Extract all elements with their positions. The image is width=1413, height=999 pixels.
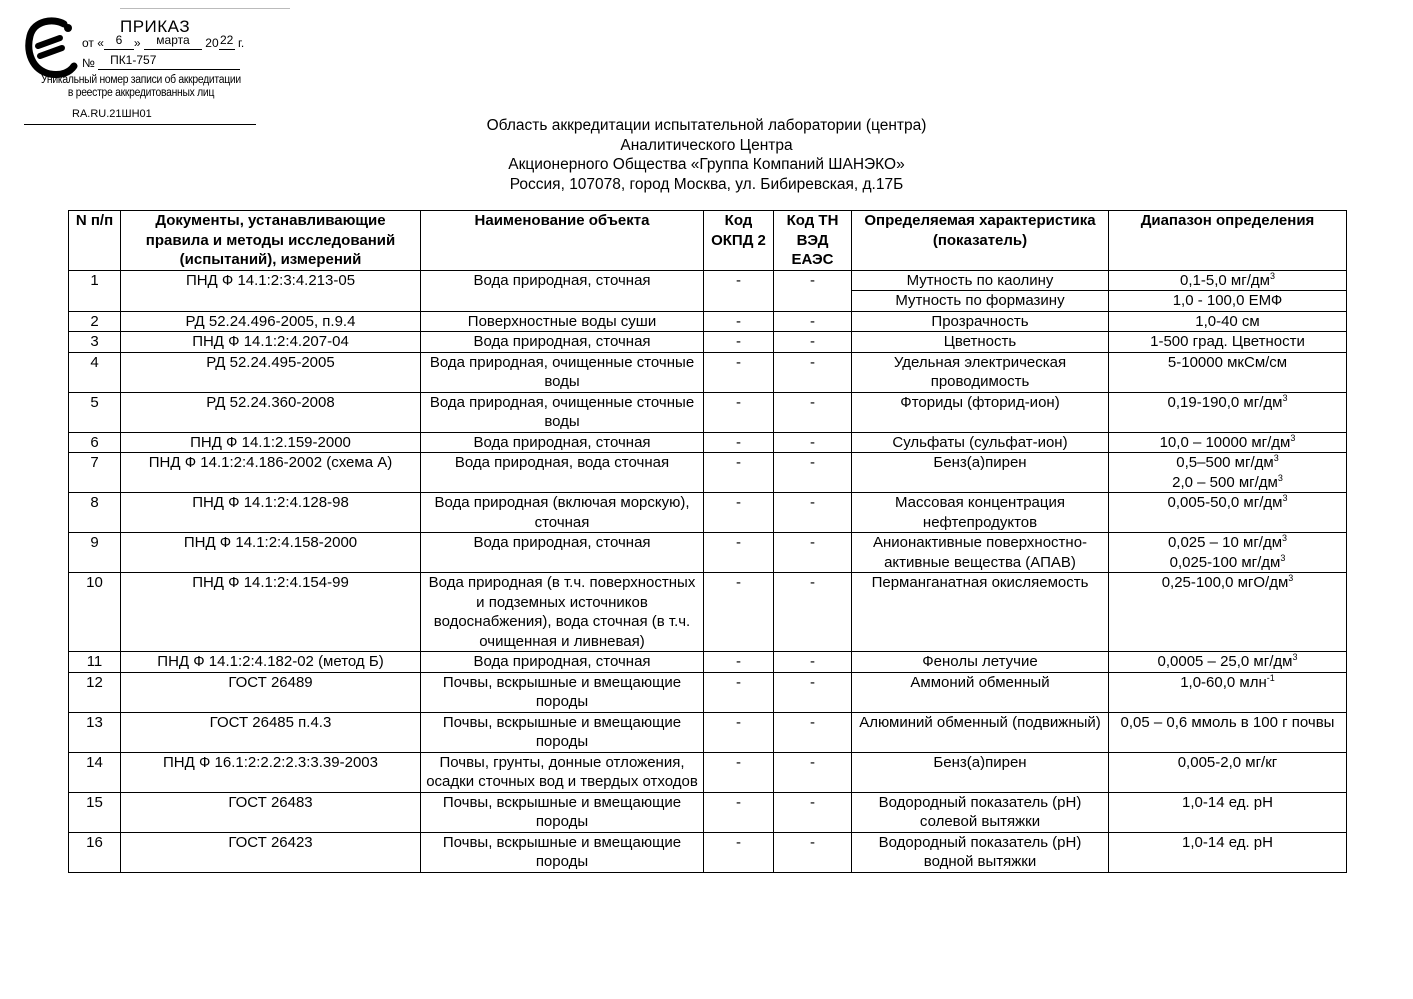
order-stamp <box>20 6 265 131</box>
stamp-number-line <box>82 53 240 70</box>
table-row <box>69 311 1347 332</box>
method-document-cell: ПНД Ф 16.1:2:2.2:2.3:3.39-2003 <box>121 752 421 792</box>
range-unit-exponent: 3 <box>1269 270 1275 281</box>
method-document-cell: ГОСТ 26485 п.4.3 <box>121 712 421 752</box>
object-name-cell: Поверхностные воды суши <box>421 311 704 332</box>
document-heading <box>0 116 1413 194</box>
method-document-cell: ПНД Ф 14.1:2:3:4.213-05 <box>121 270 421 311</box>
range-unit-exponent: 3 <box>1282 493 1288 503</box>
year-tail: г. <box>238 36 245 50</box>
header-cell: Диапазон определения <box>1109 211 1347 271</box>
characteristic-cell: Фториды (фторид-ион) <box>852 392 1109 432</box>
range-unit-exponent: 3 <box>1280 552 1286 563</box>
range-cell <box>1109 533 1347 573</box>
object-name-cell: Почвы, вскрышные и вмещающие породы <box>421 832 704 872</box>
heading-line-3: Акционерного Общества «Группа Компаний ШАНЭКО» <box>508 156 905 173</box>
method-document-cell: РД 52.24.495-2005 <box>121 352 421 392</box>
range-cell <box>1109 493 1347 533</box>
range-value: 0,5–500 $мг/дм^3$ <box>1176 453 1279 471</box>
range-value: 0,005-50,0 $мг/дм^3$ <box>1167 493 1288 511</box>
object-name-cell: Вода природная, сточная <box>421 533 704 573</box>
range-cell <box>1109 672 1347 712</box>
row-number-cell: 15 <box>69 792 121 832</box>
characteristic-cell: Мутность по каолину <box>852 270 1109 291</box>
okpd-code-cell: - <box>704 712 774 752</box>
row-number-cell: 2 <box>69 311 121 332</box>
range-cell <box>1109 832 1347 872</box>
method-document-cell: ПНД Ф 14.1:2.159-2000 <box>121 432 421 453</box>
range-value: 1,0-14 ед. рН <box>1182 793 1273 811</box>
characteristic-cell: Водородный показатель (рН) водной вытяжки <box>852 832 1109 872</box>
stamp-date-line <box>82 33 245 50</box>
accreditation-table <box>68 210 1347 873</box>
object-name-cell: Вода природная (в т.ч. поверхностных и подземных источников водоснабжения), вода сточная (в т.ч. очищенная и ливневая) <box>421 573 704 652</box>
row-number-cell: 6 <box>69 432 121 453</box>
table-row <box>69 533 1347 573</box>
characteristic-cell: Бенз(а)пирен <box>852 752 1109 792</box>
range-cell <box>1109 573 1347 652</box>
row-number-cell: 16 <box>69 832 121 872</box>
tn-ved-code-cell: - <box>774 453 852 493</box>
header-cell: N п/п <box>69 211 121 271</box>
table-row <box>69 352 1347 392</box>
object-name-cell: Почвы, вскрышные и вмещающие породы <box>421 712 704 752</box>
table-row <box>69 493 1347 533</box>
object-name-cell: Почвы, вскрышные и вмещающие породы <box>421 792 704 832</box>
range-cell <box>1109 392 1347 432</box>
table-row <box>69 832 1347 872</box>
range-value: 10,0 – 10000 $мг/дм^3$ <box>1159 432 1296 451</box>
okpd-code-cell: - <box>704 792 774 832</box>
range-unit-exponent: 3 <box>1277 472 1283 483</box>
method-document-cell: ПНД Ф 14.1:2:4.158-2000 <box>121 533 421 573</box>
tn-ved-code-cell: - <box>774 832 852 872</box>
caption-line-1: Уникальный номер записи об аккредитации <box>41 74 241 86</box>
tn-ved-code-cell: - <box>774 792 852 832</box>
characteristic-cell: Бенз(а)пирен <box>852 453 1109 493</box>
table-header-row <box>69 211 1347 271</box>
header-cell: Определяемая характеристика (показатель) <box>852 211 1109 271</box>
table-row <box>69 332 1347 353</box>
object-name-cell: Вода природная, сточная <box>421 270 704 311</box>
range-cell <box>1109 453 1347 493</box>
heading-line-1: Область аккредитации испытательной лаборатории (центра) <box>486 117 927 134</box>
okpd-code-cell: - <box>704 672 774 712</box>
stamp-caption <box>32 74 250 100</box>
row-number-cell: 5 <box>69 392 121 432</box>
tn-ved-code-cell: - <box>774 652 852 673</box>
characteristic-cell: Водородный показатель (рН) солевой вытяжки <box>852 792 1109 832</box>
tn-ved-code-cell: - <box>774 311 852 332</box>
method-document-cell: ГОСТ 26423 <box>121 832 421 872</box>
date-day: 6 <box>115 33 123 47</box>
tn-ved-code-cell: - <box>774 752 852 792</box>
range-value: 0,005-2,0 мг/кг <box>1177 753 1278 771</box>
characteristic-cell: Удельная электрическая проводимость <box>852 352 1109 392</box>
row-number-cell: 10 <box>69 573 121 652</box>
caption-line-2: в реестре аккредитованных лиц <box>67 87 215 99</box>
table-row <box>69 432 1347 453</box>
characteristic-cell: Прозрачность <box>852 311 1109 332</box>
method-document-cell: ПНД Ф 14.1:2:4.154-99 <box>121 573 421 652</box>
characteristic-cell: Анионактивные поверхностно-активные вещества (АПАВ) <box>852 533 1109 573</box>
okpd-code-cell: - <box>704 573 774 652</box>
object-name-cell: Почвы, вскрышные и вмещающие породы <box>421 672 704 712</box>
object-name-cell: Вода природная, очищенные сточные воды <box>421 392 704 432</box>
characteristic-cell: Цветность <box>852 332 1109 353</box>
range-unit-exponent: 3 <box>1288 573 1294 583</box>
table-body <box>69 270 1347 872</box>
characteristic-cell: Сульфаты (сульфат-ион) <box>852 432 1109 453</box>
method-document-cell: ПНД Ф 14.1:2:4.207-04 <box>121 332 421 353</box>
okpd-code-cell: - <box>704 332 774 353</box>
range-value: 1-500 град. Цветности <box>1150 333 1305 350</box>
range-value: 0,025-100 $мг/дм^3$ <box>1169 552 1286 571</box>
okpd-code-cell: - <box>704 752 774 792</box>
range-value: 1,0-60,0 млн$^{-1}$ <box>1180 672 1275 691</box>
range-value: 0,1-5,0 $мг/дм^3$ <box>1180 270 1275 289</box>
tn-ved-code-cell: - <box>774 352 852 392</box>
tn-ved-code-cell: - <box>774 493 852 533</box>
range-cell <box>1109 652 1347 673</box>
method-document-cell: ПНД Ф 14.1:2:4.186-2002 (схема А) <box>121 453 421 493</box>
date-prefix: от « <box>82 36 104 50</box>
tn-ved-code-cell: - <box>774 432 852 453</box>
method-document-cell: ПНД Ф 14.1:2:4.128-98 <box>121 493 421 533</box>
range-value: 0,0005 – 25,0 $мг/дм^3$ <box>1157 652 1298 670</box>
header-cell: Код ТН ВЭД ЕАЭС <box>774 211 852 271</box>
range-cell <box>1109 332 1347 353</box>
range-cell <box>1109 352 1347 392</box>
object-name-cell: Вода природная, сточная <box>421 432 704 453</box>
object-name-cell: Почвы, грунты, донные отложения, осадки сточных вод и твердых отходов <box>421 752 704 792</box>
table-row <box>69 712 1347 752</box>
range-unit-exponent: 3 <box>1273 453 1279 463</box>
tn-ved-code-cell: - <box>774 573 852 652</box>
okpd-code-cell: - <box>704 311 774 332</box>
range-cell <box>1109 311 1347 332</box>
row-number-cell: 1 <box>69 270 121 311</box>
range-cell <box>1109 432 1347 453</box>
heading-line-2: Аналитического Центра <box>620 136 793 154</box>
heading-line-4: Россия, 107078, город Москва, ул. Бибиревская, д.17Б <box>509 175 904 193</box>
row-number-cell: 11 <box>69 652 121 673</box>
range-cell <box>1109 752 1347 792</box>
range-value: 1,0-40 см <box>1195 312 1260 330</box>
year-suffix: 22 <box>219 33 234 47</box>
tn-ved-code-cell: - <box>774 270 852 311</box>
okpd-code-cell: - <box>704 453 774 493</box>
object-name-cell: Вода природная, вода сточная <box>421 453 704 493</box>
object-name-cell: Вода природная, сточная <box>421 652 704 673</box>
range-value: 0,05 – 0,6 ммоль в 100 г почвы <box>1120 713 1335 731</box>
date-month: марта <box>156 33 190 47</box>
tn-ved-code-cell: - <box>774 672 852 712</box>
row-number-cell: 8 <box>69 493 121 533</box>
header-cell: Документы, устанавливающие правила и методы исследований (испытаний), измерений <box>121 211 421 271</box>
row-number-cell: 12 <box>69 672 121 712</box>
table-row <box>69 453 1347 493</box>
range-value: 2,0 – 500 $мг/дм^3$ <box>1172 472 1283 491</box>
range-value: 0,19-190,0 $мг/дм^3$ <box>1167 392 1288 411</box>
table-row <box>69 573 1347 652</box>
table-row <box>69 672 1347 712</box>
range-unit-exponent: -1 <box>1266 672 1275 683</box>
range-unit-exponent: 3 <box>1282 392 1288 403</box>
range-cell <box>1109 270 1347 291</box>
row-number-cell: 14 <box>69 752 121 792</box>
tn-ved-code-cell: - <box>774 533 852 573</box>
range-value: 1,0 - 100,0 ЕМФ <box>1172 292 1283 309</box>
method-document-cell: РД 52.24.360-2008 <box>121 392 421 432</box>
range-value: 5-10000 мкСм/см <box>1167 353 1288 371</box>
characteristic-cell: Аммоний обменный <box>852 672 1109 712</box>
range-unit-exponent: 3 <box>1292 652 1298 662</box>
row-number-cell: 3 <box>69 332 121 353</box>
stamp-top-rule <box>120 8 290 9</box>
table-row <box>69 752 1347 792</box>
range-value: 0,25-100,0 мгО/$дм^3$ <box>1161 573 1294 591</box>
year-prefix: 20 <box>205 36 219 50</box>
okpd-code-cell: - <box>704 832 774 872</box>
row-number-cell: 4 <box>69 352 121 392</box>
accreditation-logo-icon <box>24 16 80 78</box>
object-name-cell: Вода природная, очищенные сточные воды <box>421 352 704 392</box>
header-cell: Код ОКПД 2 <box>704 211 774 271</box>
characteristic-cell: Фенолы летучие <box>852 652 1109 673</box>
object-name-cell: Вода природная, сточная <box>421 332 704 353</box>
date-mid: » <box>133 36 141 50</box>
characteristic-cell: Мутность по формазину <box>852 291 1109 312</box>
row-number-cell: 9 <box>69 533 121 573</box>
range-cell <box>1109 291 1347 312</box>
range-unit-exponent: 3 <box>1282 533 1288 543</box>
header-cell: Наименование объекта <box>421 211 704 271</box>
range-cell <box>1109 792 1347 832</box>
okpd-code-cell: - <box>704 533 774 573</box>
table-row <box>69 392 1347 432</box>
range-unit-exponent: 3 <box>1290 432 1296 443</box>
row-number-cell: 13 <box>69 712 121 752</box>
range-cell <box>1109 712 1347 752</box>
object-name-cell: Вода природная (включая морскую), сточная <box>421 493 704 533</box>
table-row <box>69 270 1347 291</box>
okpd-code-cell: - <box>704 652 774 673</box>
row-number-cell: 7 <box>69 453 121 493</box>
order-number: ПК1-757 <box>110 53 157 67</box>
number-prefix: № <box>82 56 95 70</box>
okpd-code-cell: - <box>704 432 774 453</box>
okpd-code-cell: - <box>704 493 774 533</box>
tn-ved-code-cell: - <box>774 392 852 432</box>
table-row <box>69 652 1347 673</box>
registry-id: RA.RU.21ШН01 <box>72 108 152 120</box>
method-document-cell: ГОСТ 26489 <box>121 672 421 712</box>
tn-ved-code-cell: - <box>774 332 852 353</box>
range-value: 0,025 – 10 $мг/дм^3$ <box>1167 533 1288 551</box>
range-value: 1,0-14 ед. рН <box>1182 833 1273 851</box>
tn-ved-code-cell: - <box>774 712 852 752</box>
okpd-code-cell: - <box>704 270 774 311</box>
characteristic-cell: Массовая концентрация нефтепродуктов <box>852 493 1109 533</box>
stamp-title: ПРИКАЗ <box>120 17 191 36</box>
method-document-cell: РД 52.24.496-2005, п.9.4 <box>121 311 421 332</box>
okpd-code-cell: - <box>704 392 774 432</box>
method-document-cell: ГОСТ 26483 <box>121 792 421 832</box>
characteristic-cell: Перманганатная окисляемость <box>852 573 1109 652</box>
okpd-code-cell: - <box>704 352 774 392</box>
table-row <box>69 792 1347 832</box>
method-document-cell: ПНД Ф 14.1:2:4.182-02 (метод Б) <box>121 652 421 673</box>
characteristic-cell: Алюминий обменный (подвижный) <box>852 712 1109 752</box>
